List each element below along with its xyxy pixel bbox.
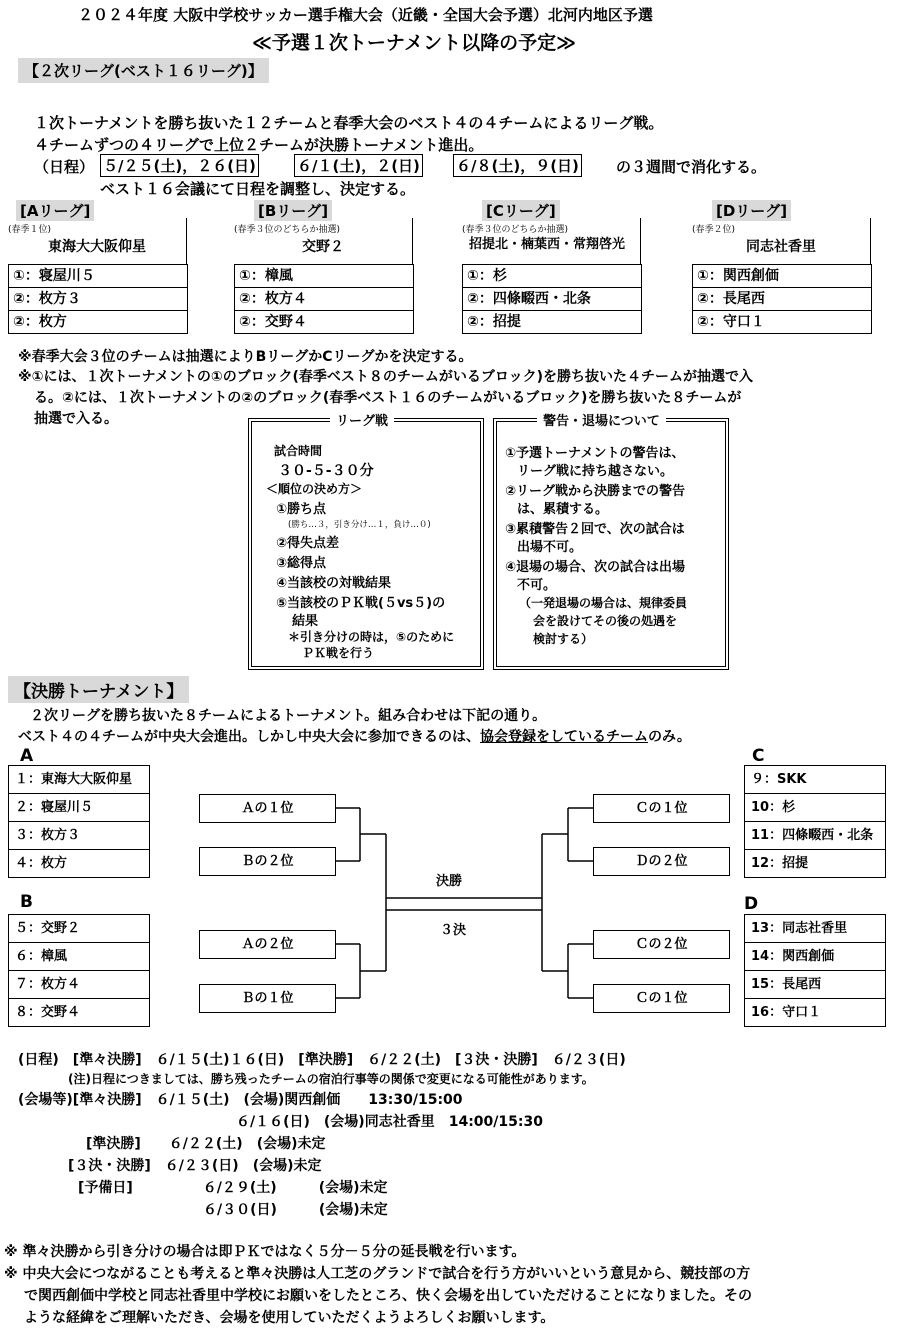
league-desc-1: １次トーナメントを勝ち抜いた１２チームと春季大会のベスト４の４チームによるリーグ戦。	[34, 114, 664, 132]
note-1: ※春季大会３位のチームは抽選によりBリーグかCリーグかを決定する。	[18, 349, 473, 365]
bracket-slot: Ｃの１位	[593, 984, 730, 1013]
card-rule-line: ④退場の場合、次の試合は出場	[505, 560, 686, 575]
league-rule-line: 試合時間	[274, 444, 323, 458]
group-team: 15：長尾西	[745, 970, 885, 998]
group-team: 16：守口１	[745, 998, 885, 1026]
schedule-note: (注)日程につきましては、勝ち残ったチームの宿泊行事等の関係で変更になる可能性があります。	[68, 1072, 594, 1086]
card-rule-line: は、累積する。	[517, 502, 609, 517]
page-subtitle: ≪予選１次トーナメント以降の予定≫	[252, 32, 577, 54]
final-label: 決勝	[436, 874, 463, 889]
group-team: ２：寝屋川５	[9, 793, 149, 821]
league-rule-line: ⑤当該校のＰＫ戦(５vs５)の	[276, 596, 446, 611]
league-a-title: [Aリーグ]	[16, 200, 94, 221]
group-d-label: D	[744, 894, 759, 914]
league-b-row: ①：樟風	[239, 268, 293, 284]
league-rule-line: ③総得点	[276, 556, 327, 571]
league-c-row: ②：招提	[463, 310, 641, 333]
bracket-slot: Ｃの１位	[593, 794, 730, 823]
league-c-seed: (春季３位のどちらか抽選)	[462, 225, 569, 235]
venue-line: [予備日] ６/２９(土) (会場)未定	[78, 1180, 388, 1196]
league-c-row: ②：四條畷西・北条	[463, 287, 641, 310]
schedule-date-1: ５/２５(土)，２６(日)	[100, 154, 259, 177]
card-rules-title: 警告・退場について	[537, 410, 666, 429]
league-rule-line: ①勝ち点	[276, 502, 327, 517]
league-b-seed-team: 交野２	[302, 239, 344, 255]
league-a-row: ②：枚方３	[9, 287, 187, 310]
card-rule-line: 不可。	[517, 578, 557, 593]
league-rule-line: ＜順位の決め方＞	[266, 482, 363, 496]
venue-line: ６/３０(日) (会場)未定	[203, 1202, 388, 1218]
bracket-slot: Ａの２位	[199, 930, 336, 959]
league-desc-2: ４チームずつの４リーグで上位２チームが決勝トーナメント進出。	[34, 136, 484, 154]
league-c-seed-team: 招提北・楠葉西・常翔啓光	[468, 237, 625, 252]
league-d-row: ①：関西創価	[697, 268, 779, 284]
footer-note-2a: ※ 中央大会につながることも考えると準々決勝は人工芝のグランドで試合を行う方がいいという意見から、競技部の方	[4, 1266, 751, 1282]
bracket-slot: Ａの１位	[199, 794, 336, 823]
tournament-desc-2b: 協会登録をしているチーム	[480, 729, 648, 745]
venue-line: [３決・決勝] ６/２３(日) (会場)未定	[68, 1158, 322, 1174]
card-rule-line: （一発退場の場合は、規律委員	[519, 596, 688, 610]
league-heading: 【２次リーグ(ベスト１６リーグ)】	[18, 58, 269, 83]
card-rule-line: ③累積警告２回で、次の試合は	[505, 522, 685, 537]
tournament-desc-2c: のみ。	[648, 729, 691, 745]
card-rule-line: リーグ戦に持ち越さない。	[517, 464, 674, 479]
league-d-row: ②：長尾西	[693, 287, 871, 310]
bracket-slot: Ｂの２位	[199, 847, 336, 876]
group-team: ６：樟風	[9, 942, 149, 970]
league-c-title: [Cリーグ]	[482, 200, 560, 221]
league-rule-line: ②得失点差	[276, 536, 340, 551]
group-c-label: C	[752, 746, 765, 766]
group-team: ８：交野４	[9, 998, 149, 1026]
card-rule-line: 出場不可。	[517, 540, 583, 555]
group-team: ７：枚方４	[9, 970, 149, 998]
footer-note-1: ※ 準々決勝から引き分けの場合は即ＰＫではなく５分－５分の延長戦を行います。	[4, 1244, 526, 1260]
group-team: 13：同志社香里	[751, 921, 848, 936]
league-rule-line: ④当該校の対戦結果	[276, 576, 392, 591]
league-rules-title: リーグ戦	[330, 410, 394, 429]
tournament-desc-1: ２次リーグを勝ち抜いた８チームによるトーナメント。組み合わせは下記の通り。	[30, 708, 547, 724]
group-team: １：東海大大阪仰星	[15, 772, 133, 787]
footer-note-2c: ような経緯をご理解いただき、会場を使用していただくようよろしくお願いします。	[24, 1310, 555, 1326]
schedule-date-2: ６/１(土)，２(日)	[294, 154, 423, 177]
schedule-line-1: (日程) [準々決勝] ６/１５(土)１６(日) [準決勝] ６/２２(土) [３決・決勝] ６/２３(日)	[18, 1052, 626, 1068]
bracket-slot: Ｄの２位	[593, 847, 730, 876]
note-2a: ※①には、１次トーナメントの①のブロック(春季ベスト８のチームがいるブロック)を勝ち抜いた４チームが抽選で入	[18, 369, 753, 385]
league-a-seed-team: 東海大大阪仰星	[48, 239, 146, 255]
league-d-row: ②：守口１	[693, 310, 871, 333]
group-team: 11：四條畷西・北条	[745, 821, 885, 849]
note-2b: る。②には、１次トーナメントの②のブロック(春季ベスト１６のチームがいるブロック)を勝ち抜いた８チームが	[34, 390, 742, 406]
group-team: ４：枚方	[9, 849, 149, 877]
league-b-row: ②：交野４	[235, 310, 413, 333]
league-a-row: ①：寝屋川５	[13, 268, 95, 284]
venue-line: ６/１６(日) (会場)同志社香里 14:00/15:30	[236, 1114, 543, 1130]
third-place-label: ３決	[440, 923, 467, 938]
league-b-seed: (春季３位のどちらか抽選)	[234, 225, 341, 235]
schedule-tail: の３週間で消化する。	[616, 158, 767, 176]
card-rule-line: 検討する）	[533, 632, 594, 646]
league-d-seed-team: 同志社香里	[746, 239, 816, 255]
page-title: ２０２４年度 大阪中学校サッカー選手権大会（近畿・全国大会予選）北河内地区予選	[78, 6, 653, 24]
tournament-desc-2a: ベスト４の４チームが中央大会進出。しかし中央大会に参加できるのは、	[18, 729, 480, 745]
league-rule-line: ＰＫ戦を行う	[302, 646, 375, 660]
group-team: ５：交野２	[15, 921, 81, 936]
league-rule-line: (勝ち…３，引き分け…１，負け…０)	[288, 520, 431, 530]
bracket-slot: Ｃの２位	[593, 930, 730, 959]
league-rule-line: ３０-５-３０分	[278, 463, 374, 479]
card-rule-line: 会を設けてその後の処遇を	[533, 614, 678, 628]
venue-line: [準決勝] ６/２２(土) (会場)未定	[86, 1136, 326, 1152]
league-rule-line: ＊引き分けの時は，⑤のために	[288, 630, 455, 644]
group-team: 14：関西創価	[745, 942, 885, 970]
footer-note-2b: で関西創価中学校と同志社香里中学校にお願いをしたところ、快く会場を出していただけることになりました。その	[24, 1288, 752, 1304]
bracket-slot: Ｂの１位	[199, 984, 336, 1013]
league-c-row: ①：杉	[467, 268, 507, 284]
league-d-title: [Dリーグ]	[712, 200, 791, 221]
league-a-seed: (春季１位)	[8, 225, 52, 235]
schedule-date-3: ６/８(土)，９(日)	[453, 154, 582, 177]
note-2c: 抽選で入る。	[34, 411, 118, 427]
league-b-title: [Bリーグ]	[254, 200, 332, 221]
league-rule-line: 結果	[292, 614, 319, 629]
group-team: 10：杉	[745, 793, 885, 821]
group-team: ３：枚方３	[9, 821, 149, 849]
card-rule-line: ②リーグ戦から決勝までの警告	[505, 484, 686, 499]
league-desc-4: ベスト１６会議にて日程を調整し、決定する。	[100, 180, 416, 198]
tournament-heading: 【決勝トーナメント】	[8, 676, 189, 703]
card-rule-line: ①予選トーナメントの警告は、	[505, 446, 685, 461]
league-a-row: ②：枚方	[9, 310, 187, 333]
group-team: ９：SKK	[751, 772, 807, 787]
group-team: 12：招提	[745, 849, 885, 877]
group-a-label: A	[20, 746, 34, 766]
group-b-label: B	[20, 892, 33, 912]
league-b-row: ②：枚方４	[235, 287, 413, 310]
league-d-seed: (春季２位)	[692, 225, 736, 235]
schedule-label: （日程）	[34, 158, 95, 176]
venue-line: (会場等)[準々決勝] ６/１５(土) (会場)関西創価 13:30/15:00	[18, 1092, 463, 1108]
